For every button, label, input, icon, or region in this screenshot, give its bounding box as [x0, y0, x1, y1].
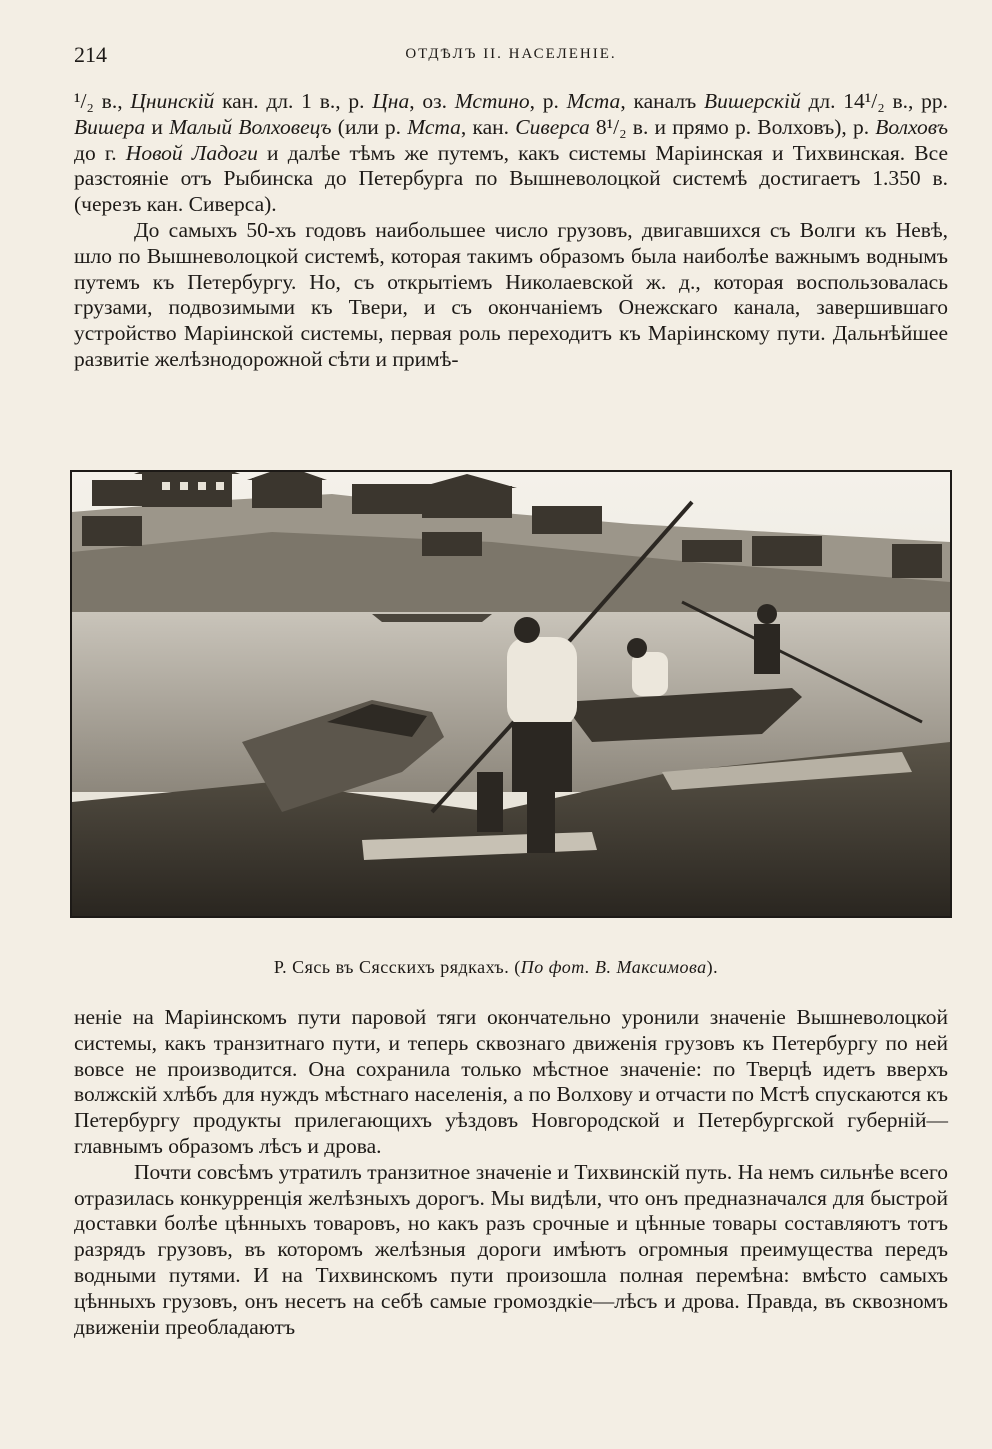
caption-text: Р. Сясь въ Сясскихъ рядкахъ. (: [273, 957, 521, 977]
text-run: и: [145, 114, 170, 139]
figure-caption: [0, 957, 992, 978]
text-run: , каналъ: [620, 89, 704, 113]
text-run: , оз.: [409, 89, 455, 113]
text-block-top: [74, 89, 948, 373]
text-block-bottom: [74, 1005, 948, 1340]
text-run: , кан.: [460, 114, 516, 139]
place-name: Вишера: [74, 114, 146, 139]
text-run: , р.: [529, 89, 567, 113]
page-number: 214: [74, 42, 107, 67]
page-header: [74, 42, 948, 72]
paragraph-continuation: неніе на Маріинскомъ пути паровой тяги окончательно уронили значеніе Вышневолоцкой системы, какъ транзитнаго пути, и теперь сквознаго движенія грузовъ къ Петербургу по ней вовсе не производится. Она сохранила только мѣстное значеніе: по Тверцѣ идетъ вверхъ волжскій хлѣбъ для нуждъ мѣстнаго населенія, а по Волхову и отчасти по Мстѣ спускаются къ Петербургу продукты прилегающихъ уѣздовъ Новгородской и Петербургской губерній—главнымъ образомъ лѣсъ и дрова.: [74, 1005, 948, 1158]
running-title: ОТДѢЛЪ II. НАСЕЛЕНІЕ.: [405, 46, 617, 62]
text-run: ¹/₂ в.,: [74, 89, 131, 113]
text-run: (или р.: [331, 114, 408, 139]
text-run: кан. дл. 1 в., р.: [214, 89, 373, 113]
text-run: и далѣе тѣмъ же путемъ, какъ системы Маріинская и Тихвинская. Все разстояніе отъ Рыбинска до Петербурга по Вышневолоцкой системѣ достигаетъ 1.350 в. (черезъ кан. Сиверса).: [74, 140, 948, 217]
place-name: Мста: [566, 89, 621, 113]
place-name: Мста: [407, 114, 461, 139]
text-run: до г.: [74, 140, 126, 165]
place-name: Сиверса: [515, 114, 590, 139]
caption-photo-credit: По фот. В. Максимова: [520, 957, 707, 977]
text-run: 8¹/₂ в. и прямо р. Волховъ), р.: [589, 114, 876, 139]
place-name: Цнинскій: [130, 89, 215, 113]
paragraph: До самыхъ 50-хъ годовъ наибольшее число грузовъ, двигавшихся съ Волги къ Невѣ, шло по Вышневолоцкой системѣ, которая такимъ образомъ была наиболѣе важнымъ воднымъ путемъ къ Петербургу. Но, съ открытіемъ Николаевской ж. д., которая воспользовалась грузами, подвозимыми къ Твери, и съ окончаніемъ Онежскаго канала, завершившаго устройство Маріинской системы, первая роль переходитъ къ Маріинскому пути. Дальнѣйшее развитіе желѣзнодорожной сѣти и примѣ-: [74, 217, 948, 371]
paragraph: Почти совсѣмъ утратилъ транзитное значеніе и Тихвинскій путь. На немъ сильнѣе всего отразилась конкурренція желѣзныхъ дорогъ. Мы видѣли, что онъ предназначался для быстрой доставки болѣе цѣнныхъ товаровъ, но какъ разъ срочные и цѣнные товары составляютъ тотъ разрядъ грузовъ, въ которомъ желѣзныя дороги имѣютъ огромныя преимущества передъ водными путями. И на Тихвинскомъ пути произошла полная перемѣна: вмѣсто самыхъ цѣнныхъ грузовъ, онъ несетъ на себѣ самые громоздкіе—лѣсъ и дрова. Правда, въ сквозномъ движеніи преобладаютъ: [74, 1159, 948, 1339]
place-name: Новой Ладоги: [125, 140, 258, 165]
place-name: Мстино: [454, 89, 530, 113]
place-name: Волховъ: [875, 114, 948, 139]
place-name: Вишерскій: [703, 89, 801, 113]
place-name: Цна: [372, 89, 410, 113]
caption-end: ).: [706, 957, 719, 977]
place-name: Малый Волховецъ: [169, 114, 332, 139]
paragraph-continued: [74, 89, 948, 218]
text-run: дл. 14¹/₂ в., рр.: [800, 89, 948, 113]
photograph-sias-river: [70, 470, 952, 918]
